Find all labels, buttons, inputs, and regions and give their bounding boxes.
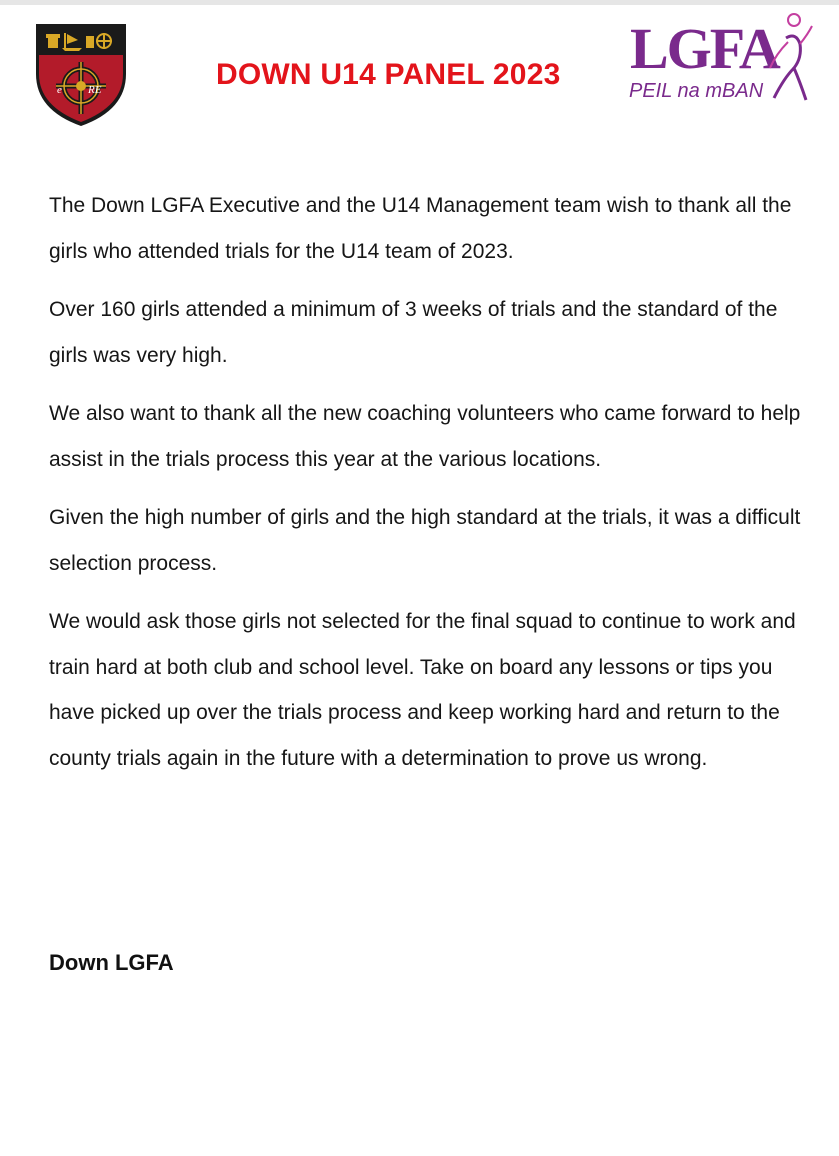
paragraph-volunteers: We also want to thank all the new coaching volunteers who came forward to help assist in the trials process this year at the various locations. xyxy=(49,402,801,471)
crest-letter-left: e xyxy=(57,84,62,96)
crest-letter-right: RE xyxy=(88,84,102,96)
lgfa-logo-tagline: PEIL na mBAN xyxy=(629,80,764,102)
lgfa-logo-word: LGFA xyxy=(630,16,779,81)
paragraph-thanks: The Down LGFA Executive and the U14 Management team wish to thank all the girls who attended trials for the U14 team of 2023. xyxy=(49,194,792,263)
down-county-crest-icon xyxy=(34,22,128,128)
signoff: Down LGFA xyxy=(49,950,174,975)
footballer-figure-icon xyxy=(760,12,818,108)
paragraph-attendance: Over 160 girls attended a minimum of 3 weeks of trials and the standard of the girls was very high. xyxy=(49,298,778,367)
paragraph-selection: Given the high number of girls and the high standard at the trials, it was a difficult selection process. xyxy=(49,506,801,575)
top-border-strip xyxy=(0,0,839,5)
paragraph-encouragement: We would ask those girls not selected for the final squad to continue to work and train hard at both club and school level. Take on board any lessons or tips you have picked up over the trials process and keep working hard and return to the county trials again in the future with a determination to prove us wrong. xyxy=(49,610,796,770)
page-title: DOWN U14 PANEL 2023 xyxy=(216,58,561,91)
letter-body xyxy=(49,183,809,794)
